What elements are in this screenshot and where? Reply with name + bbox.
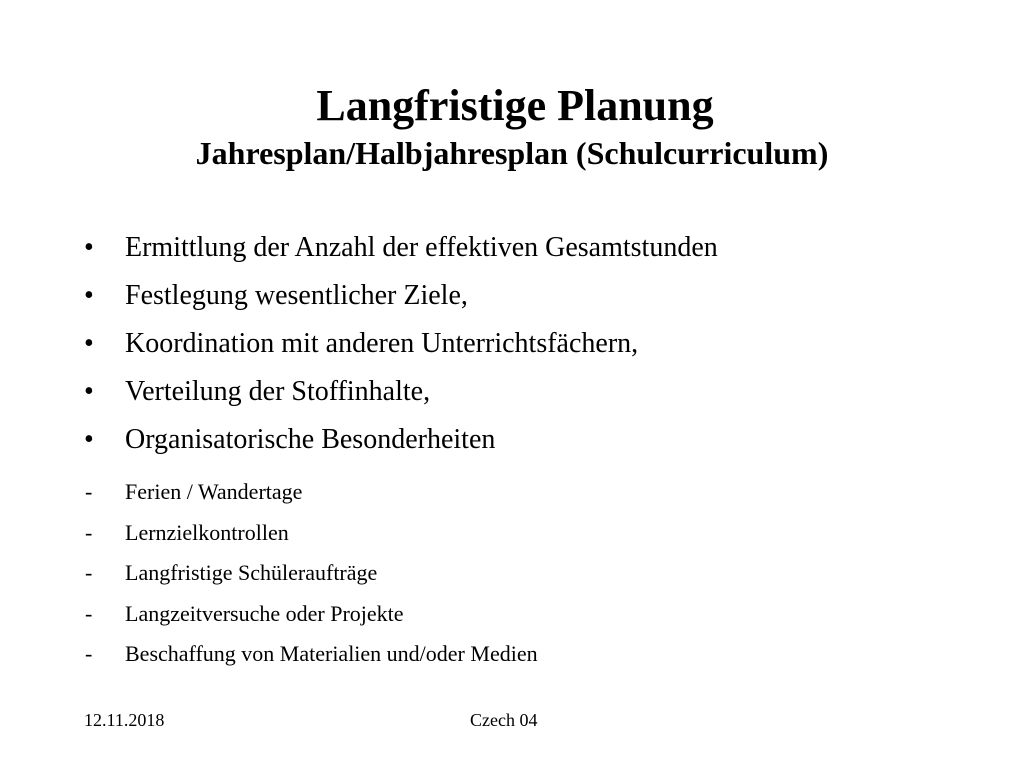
dash-icon: - (85, 641, 93, 666)
bullet-icon: • (84, 232, 94, 263)
title-block (0, 78, 1024, 172)
footer-author: Czech 04 (470, 710, 538, 730)
sub-item (84, 634, 984, 675)
bullet-item (84, 320, 984, 368)
sub-item-list (84, 472, 984, 675)
slide-title: Langfristige Planung (316, 81, 714, 130)
bullet-item (84, 272, 984, 320)
slide-subtitle: Jahresplan/Halbjahresplan (Schulcurriculum) (195, 135, 829, 171)
bullet-item (84, 224, 984, 272)
bullet-icon: • (84, 376, 94, 407)
bullet-text: Festlegung wesentlicher Ziele, (125, 280, 468, 311)
sub-item-text: Ferien / Wandertage (125, 479, 303, 504)
bullet-icon: • (84, 328, 94, 359)
sub-item (84, 553, 984, 594)
dash-icon: - (85, 600, 93, 626)
sub-item-text: Beschaffung von Materialien und/oder Medien (125, 641, 538, 666)
sub-item-text: Langzeitversuche oder Projekte (125, 600, 404, 626)
sub-item-text: Lernzielkontrollen (125, 519, 289, 545)
bullet-text: Verteilung der Stoffinhalte, (125, 376, 431, 407)
bullet-icon: • (84, 424, 94, 455)
sub-item (84, 513, 984, 554)
bullet-list (84, 224, 984, 464)
bullet-item (84, 416, 984, 464)
bullet-item (84, 368, 984, 416)
footer-date: 12.11.2018 (84, 710, 165, 730)
sub-item (84, 472, 984, 513)
bullet-text: Koordination mit anderen Unterrichtsfächern, (125, 328, 639, 359)
dash-icon: - (85, 560, 93, 585)
sub-item (84, 594, 984, 635)
bullet-text: Ermittlung der Anzahl der effektiven Gesamtstunden (125, 232, 718, 263)
bullet-text: Organisatorische Besonderheiten (125, 424, 496, 455)
bullet-icon: • (84, 280, 94, 311)
dash-icon: - (85, 479, 93, 504)
sub-item-text: Langfristige Schüleraufträge (125, 560, 378, 585)
dash-icon: - (85, 519, 93, 545)
